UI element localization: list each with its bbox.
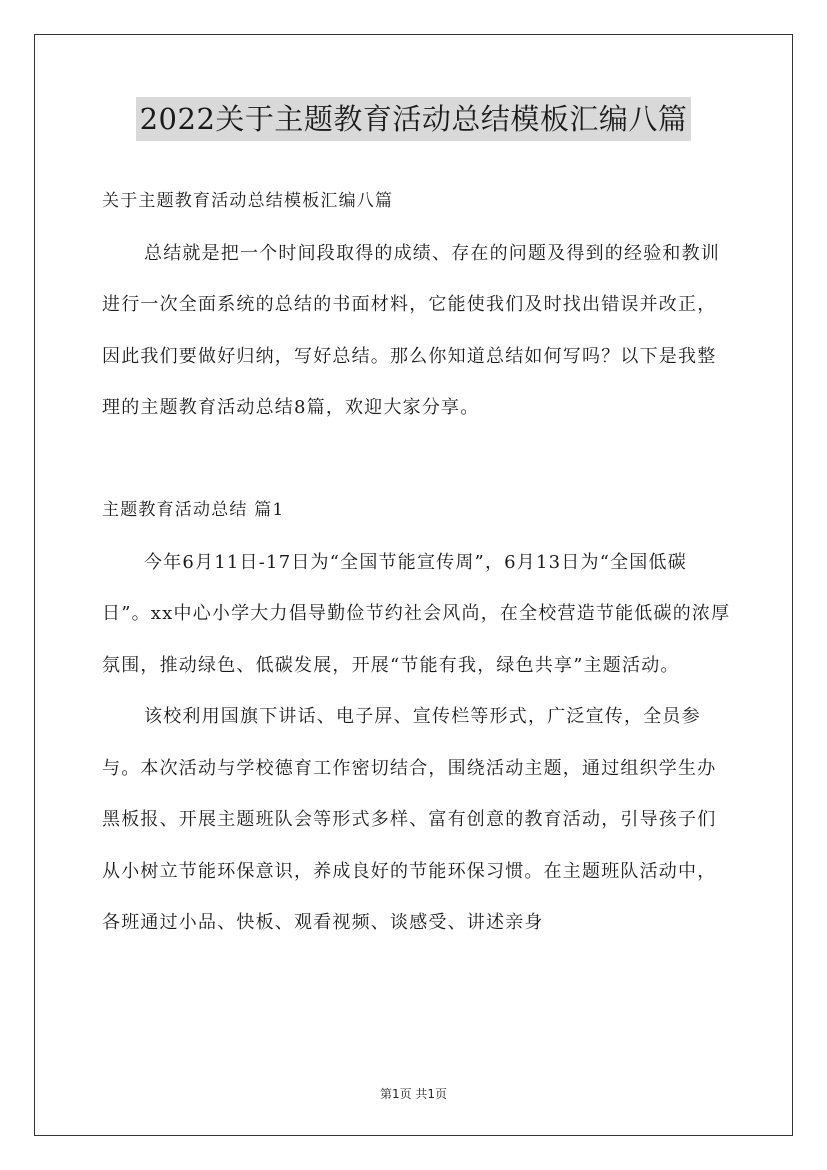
- title-container: [0, 97, 827, 141]
- body-paragraph: 今年6月11日-17日为“全国节能宣传周”，6月13日为“全国低碳日”。xx中心小学大力倡导勤俭节约社会风尚，在全校营造节能低碳的浓厚氛围，推动绿色、低碳发展，开展“节能有我，绿色共享”主题活动。: [102, 551, 731, 676]
- intro-paragraph: 总结就是把一个时间段取得的成绩、存在的问题及得到的经验和教训进行一次全面系统的总结的书面材料，它能使我们及时找出错误并改正，因此我们要做好归纳，写好总结。那么你知道总结如何写吗？以下是我整理的主题教育活动总结8篇，欢迎大家分享。: [102, 242, 720, 418]
- section-heading: 主题教育活动总结 篇1: [102, 500, 285, 520]
- paragraph-spacer: [102, 434, 732, 486]
- body-paragraph: 该校利用国旗下讲话、电子屏、宣传栏等形式，广泛宣传，全员参与。本次活动与学校德育工作密切结合，围绕活动主题，通过组织学生办黑板报、开展主题班队会等形式多样、富有创意的教育活动，引导孩子们从小树立节能环保意识，养成良好的节能环保习惯。在主题班队活动中，各班通过小品、快板、观看视频、谈感受、讲述亲身: [102, 706, 717, 933]
- document-subtitle: 关于主题教育活动总结模板汇编八篇: [102, 191, 394, 211]
- page-footer: 第1页 共1页: [379, 1087, 448, 1101]
- document-title: 2022关于主题教育活动总结模板汇编八篇: [136, 97, 692, 141]
- document-body: [102, 176, 732, 949]
